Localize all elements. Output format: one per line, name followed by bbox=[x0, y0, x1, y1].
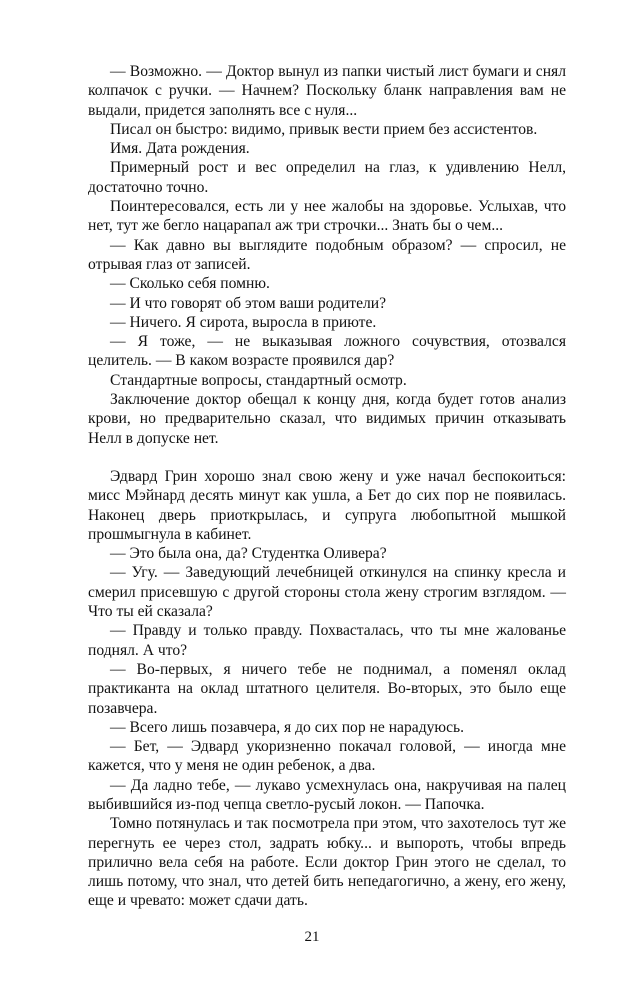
paragraph: — Правду и только правду. Похвасталась, что ты мне жалованье поднял. А что? bbox=[88, 622, 566, 659]
paragraph: — Я тоже, — не выказывая ложного сочувствия, отозвался целитель. — В каком возрасте проявился дар? bbox=[88, 333, 566, 370]
paragraph: — Бет, — Эдвард укоризненно покачал головой, — иногда мне кажется, что у меня не один ребенок, а два. bbox=[88, 738, 566, 775]
paragraph: Поинтересовался, есть ли у нее жалобы на здоровье. Услыхав, что нет, тут же бегло нацарапал аж три строчки... Знать бы о чем... bbox=[88, 198, 566, 235]
page-number: 21 bbox=[304, 929, 320, 945]
paragraph: — Угу. — Заведующий лечебницей откинулся на спинку кресла и смерил присевшую с другой стороны стола жену строгим взглядом. — Что ты ей сказала? bbox=[88, 564, 566, 621]
paragraph: Эдвард Грин хорошо знал свою жену и уже начал беспокоиться: мисс Мэйнард десять минут как ушла, а Бет до сих пор не появилась. Наконец дверь приоткрылась, и супруга любопытной мышкой прошмыгнула в кабинет. bbox=[88, 467, 566, 543]
paragraph: Томно потянулась и так посмотрела при этом, что захотелось тут же перегнуть ее через стол, задрать юбку... и выпороть, чтобы впредь прилично вела себя на работе. Если доктор Грин этого не сделал, то лишь потому, что знал, что детей бить непедагогично, а жену, его жену, еще и чревато: может сдачи дать. bbox=[88, 815, 566, 910]
paragraph: — Всего лишь позавчера, я до сих пор не нарадуюсь. bbox=[110, 718, 465, 736]
paragraph: — И что говорят об этом ваши родители? bbox=[110, 294, 387, 312]
paragraph: — Возможно. — Доктор вынул из папки чистый лист бумаги и снял колпачок с ручки. — Начнем? Поскольку бланк направления вам не выдали, придется заполнять все с нуля... bbox=[88, 63, 566, 119]
paragraph: Примерный рост и вес определил на глаз, к удивлению Нелл, достаточно точно. bbox=[88, 159, 566, 196]
section-break bbox=[88, 448, 566, 467]
paragraph: — Как давно вы выглядите подобным образом? — спросил, не отрывая глаз от записей. bbox=[88, 236, 566, 273]
paragraph: Имя. Дата рождения. bbox=[110, 140, 250, 158]
paragraph: — Сколько себя помню. bbox=[110, 275, 270, 293]
paragraph: — Во-первых, я ничего тебе не поднимал, а поменял оклад практиканта на оклад штатного целителя. Во-вторых, это было еще позавчера. bbox=[88, 660, 566, 717]
paragraph: — Ничего. Я сирота, выросла в приюте. bbox=[110, 313, 377, 331]
paragraph: — Да ладно тебе, — лукаво усмехнулась она, накручивая на палец выбившийся из-под чепца светло-русый локон. — Папочка. bbox=[88, 776, 566, 813]
book-page-text bbox=[88, 62, 566, 911]
paragraph: Заключение доктор обещал к концу дня, когда будет готов анализ крови, но предварительно сказал, что видимых причин отказывать Нелл в допуске нет. bbox=[88, 391, 566, 447]
paragraph: — Это была она, да? Студентка Оливера? bbox=[110, 545, 387, 563]
paragraph: Стандартные вопросы, стандартный осмотр. bbox=[110, 371, 407, 389]
paragraph: Писал он быстро: видимо, привык вести прием без ассистентов. bbox=[110, 120, 538, 138]
